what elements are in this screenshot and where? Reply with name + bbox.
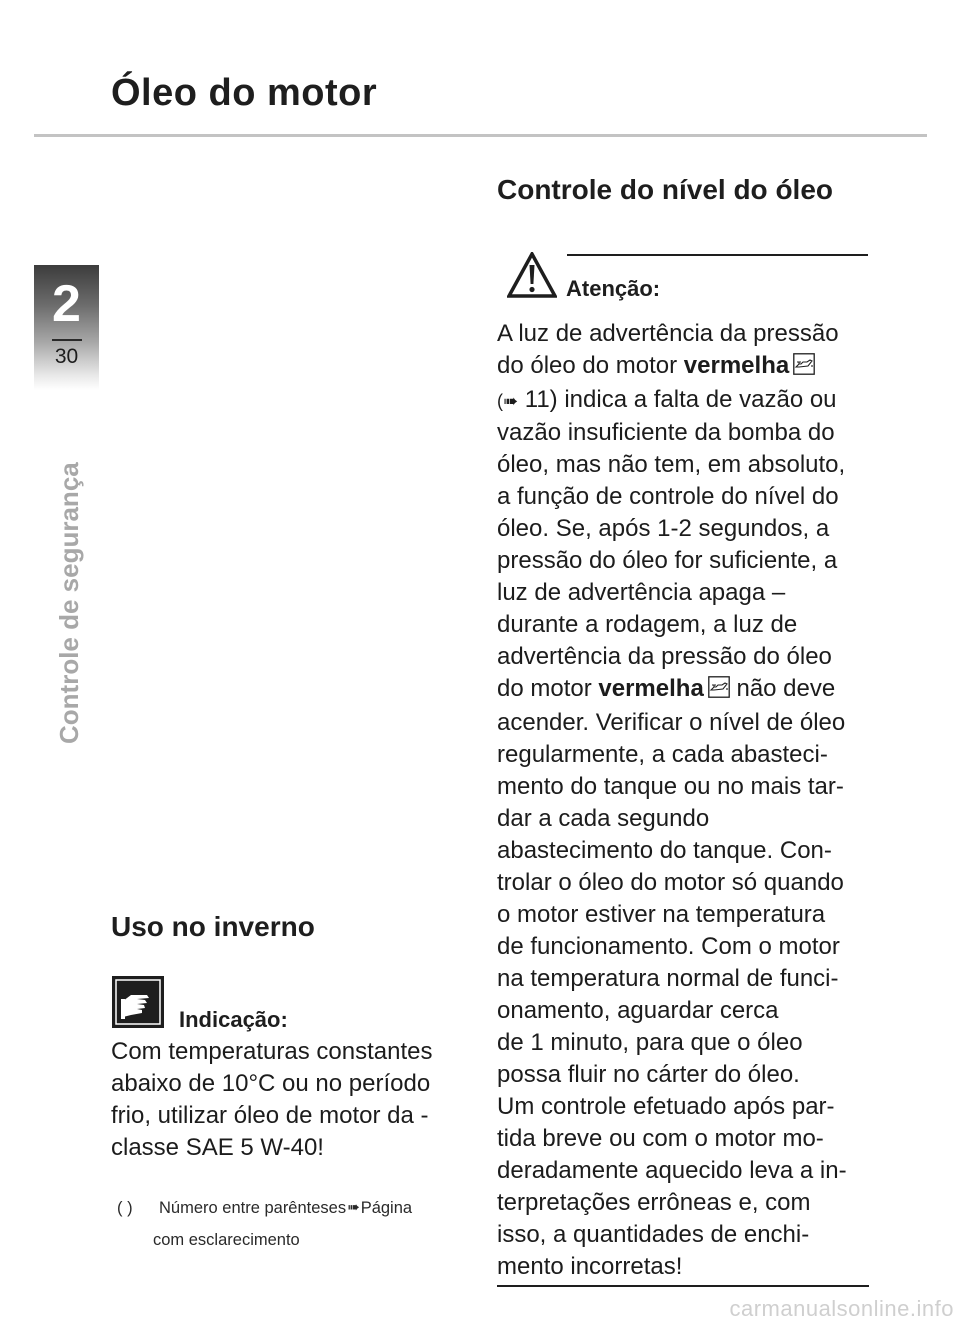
text-segment: luz de advertência apaga – bbox=[497, 579, 786, 606]
footnote-key: ( ) bbox=[117, 1199, 133, 1217]
footnote bbox=[111, 1192, 471, 1256]
body-line bbox=[497, 771, 869, 803]
body-line bbox=[497, 963, 869, 995]
chapter-number: 2 bbox=[52, 275, 81, 333]
text-segment: do óleo do motor bbox=[497, 352, 684, 379]
body-line bbox=[497, 1219, 869, 1251]
text-segment: advertência da pressão do óleo bbox=[497, 643, 832, 670]
body-line bbox=[497, 803, 869, 835]
section-end-divider bbox=[497, 1285, 869, 1287]
body-line bbox=[497, 1027, 869, 1059]
oil-pressure-icon bbox=[793, 352, 815, 384]
winter-section bbox=[111, 905, 471, 1256]
section-side-label: Controle de segurança bbox=[54, 462, 84, 744]
body-line bbox=[497, 899, 869, 931]
body-line bbox=[497, 995, 869, 1027]
text-segment: acender. Verificar o nível de óleo bbox=[497, 709, 846, 736]
text-segment: possa fluir no cárter do óleo. bbox=[497, 1061, 800, 1088]
body-line bbox=[497, 545, 869, 577]
text-segment: não deve bbox=[729, 675, 836, 702]
paren-text: ( bbox=[497, 391, 503, 411]
text-segment: tida breve ou com o motor mo- bbox=[497, 1125, 824, 1152]
oil-level-section bbox=[497, 168, 869, 1287]
text-segment: de funcionamento. Com o motor bbox=[497, 933, 840, 960]
watermark: carmanualsonline.info bbox=[729, 1296, 954, 1321]
body-line bbox=[497, 739, 869, 771]
text-segment: mento incorretas! bbox=[497, 1253, 683, 1280]
body-line bbox=[497, 609, 869, 641]
warning-divider bbox=[567, 254, 868, 256]
text-segment: vazão insuficiente da bomba do bbox=[497, 419, 835, 446]
text-segment: regularmente, a cada abasteci- bbox=[497, 741, 828, 768]
winter-body: Com temperaturas constantes abaixo de 10°C ou no período frio, utilizar óleo de motor da -classe SAE 5 W-40! bbox=[111, 1038, 433, 1161]
text-segment: mento do tanque ou no mais tar- bbox=[497, 773, 844, 800]
body-line bbox=[497, 350, 869, 384]
page-title: Óleo do motor bbox=[111, 72, 378, 114]
winter-title: Uso no inverno bbox=[111, 911, 315, 942]
text-segment: na temperatura normal de funci- bbox=[497, 965, 839, 992]
chapter-tab bbox=[34, 265, 99, 390]
body-line bbox=[497, 481, 869, 513]
body-line bbox=[497, 1091, 869, 1123]
page-number: 30 bbox=[54, 345, 79, 368]
footnote-text-before: Número entre parênteses bbox=[159, 1199, 347, 1217]
text-segment: terpretações errôneas e, com bbox=[497, 1189, 811, 1216]
oil-level-title: Controle do nível do óleo bbox=[497, 174, 833, 205]
text-segment: o motor estiver na temperatura bbox=[497, 901, 826, 928]
body-line bbox=[497, 1187, 869, 1219]
oil-pressure-icon bbox=[708, 675, 730, 707]
warning-block bbox=[497, 242, 869, 314]
body-line bbox=[497, 513, 869, 545]
body-line bbox=[497, 1155, 869, 1187]
page-ref-arrow-icon: ➠ bbox=[503, 391, 519, 411]
text-segment: dar a cada segundo bbox=[497, 805, 710, 832]
footnote-line2: com esclarecimento bbox=[153, 1231, 300, 1249]
note-block bbox=[111, 975, 471, 1035]
text-segment: A luz de advertência da pressão bbox=[497, 320, 839, 347]
body-line bbox=[497, 318, 869, 350]
text-segment: onamento, aguardar cerca bbox=[497, 997, 779, 1024]
body-line bbox=[497, 707, 869, 739]
body-line bbox=[497, 384, 869, 417]
body-line bbox=[497, 1251, 869, 1283]
body-line bbox=[497, 835, 869, 867]
warning-triangle-icon bbox=[507, 252, 557, 303]
text-segment: durante a rodagem, a luz de bbox=[497, 611, 798, 638]
pointing-hand-note-icon bbox=[111, 975, 165, 1034]
text-segment: a função de controle do nível do bbox=[497, 483, 839, 510]
text-segment: isso, a quantidades de enchi- bbox=[497, 1221, 810, 1248]
text-segment: do motor bbox=[497, 675, 599, 702]
body-line bbox=[497, 1123, 869, 1155]
body-line bbox=[497, 577, 869, 609]
page-ref-arrow-icon: ➠ bbox=[347, 1199, 360, 1216]
body-line bbox=[497, 449, 869, 481]
text-segment: óleo, mas não tem, em absoluto, bbox=[497, 451, 846, 478]
body-line bbox=[497, 867, 869, 899]
body-line bbox=[497, 673, 869, 707]
warning-label: Atenção: bbox=[566, 276, 661, 301]
oil-level-body bbox=[497, 318, 869, 1283]
title-divider bbox=[34, 134, 927, 137]
body-line bbox=[497, 1059, 869, 1091]
body-line bbox=[497, 417, 869, 449]
body-line bbox=[497, 641, 869, 673]
footnote-text-after: Página bbox=[360, 1199, 413, 1217]
text-segment: abastecimento do tanque. Con- bbox=[497, 837, 832, 864]
text-segment: 11) indica a falta de vazão ou bbox=[518, 386, 837, 413]
text-segment: pressão do óleo for suficiente, a bbox=[497, 547, 838, 574]
emphasis-text: vermelha bbox=[598, 675, 704, 702]
text-segment: de 1 minuto, para que o óleo bbox=[497, 1029, 803, 1056]
text-segment: óleo. Se, após 1-2 segundos, a bbox=[497, 515, 830, 542]
note-label: Indicação: bbox=[179, 1007, 288, 1032]
text-segment: Um controle efetuado após par- bbox=[497, 1093, 835, 1120]
emphasis-text: vermelha bbox=[683, 352, 790, 379]
text-segment: trolar o óleo do motor só quando bbox=[497, 869, 844, 896]
body-line bbox=[497, 931, 869, 963]
chapter-divider bbox=[52, 339, 82, 341]
text-segment: deradamente aquecido leva a in- bbox=[497, 1157, 847, 1184]
